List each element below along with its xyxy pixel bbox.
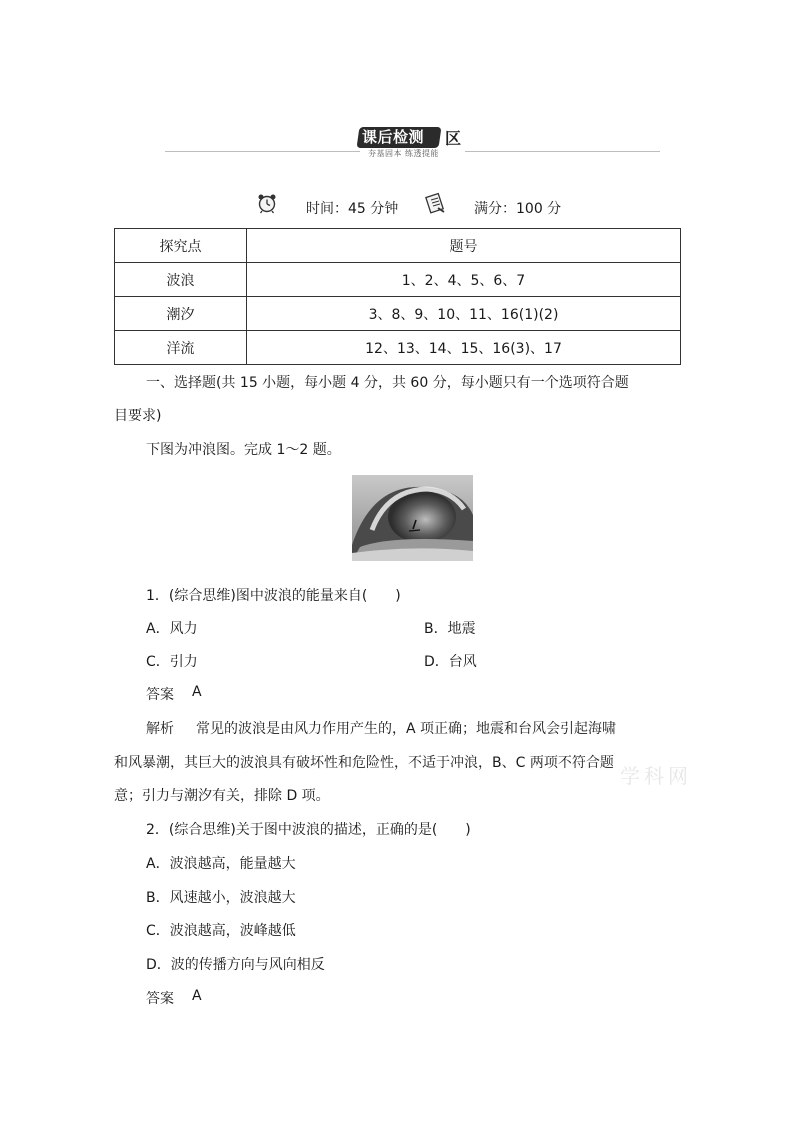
surfing-wave-photo <box>352 475 473 561</box>
q2-option-a: A．波浪越高，能量越大 <box>146 856 296 872</box>
q1-analysis-line: 常见的波浪是由风力作用产生的，A 项正确；地震和台风会引起海啸 <box>196 721 617 737</box>
q1-analysis-label: 解析 <box>146 721 174 737</box>
q2-stem: 2．(综合思维)关于图中波浪的描述，正确的是( ) <box>146 822 471 838</box>
table-header-cell: 探究点 <box>115 229 247 263</box>
table-cell: 洋流 <box>115 331 247 365</box>
q1-option-b: B．地震 <box>424 621 476 637</box>
q1-option-a: A．风力 <box>146 621 198 637</box>
q2-answer-label: 答案 <box>146 991 174 1007</box>
q1-analysis-line: 和风暴潮，其巨大的波浪具有破坏性和危险性，不适于冲浪，B、C 两项不符合题 <box>114 755 614 771</box>
table-header-row <box>115 229 681 263</box>
table-row <box>115 331 681 365</box>
table-header-cell: 题号 <box>247 229 681 263</box>
score-sheet-icon <box>424 192 446 214</box>
full-score: 满分：100 分 <box>474 201 562 217</box>
table-row <box>115 297 681 331</box>
q2-option-c: C．波浪越高，波峰越低 <box>146 923 296 939</box>
q1-option-d: D．台风 <box>424 654 477 670</box>
q1-stem: 1．(综合思维)图中波浪的能量来自( ) <box>146 588 401 604</box>
section-instruction: 一、选择题(共 15 小题，每小题 4 分，共 60 分，每小题只有一个选项符合题 <box>146 375 629 391</box>
header-subtitle: 夯基固本 练透提能 <box>368 149 440 158</box>
table-cell: 潮汐 <box>115 297 247 331</box>
alarm-clock-icon <box>256 192 278 214</box>
q2-option-b: B．风速越小，波浪越大 <box>146 890 296 906</box>
watermark: 学科网 <box>620 764 692 788</box>
q1-answer: A <box>192 684 202 700</box>
table-cell: 3、8、9、10、11、16(1)(2) <box>247 297 681 331</box>
header-rule-right <box>465 151 660 152</box>
q1-answer-label: 答案 <box>146 687 174 703</box>
table-cell: 12、13、14、15、16(3)、17 <box>247 331 681 365</box>
header-title: 课后检测 <box>362 128 425 146</box>
figure-intro: 下图为冲浪图。完成 1～2 题。 <box>146 442 341 458</box>
table-row <box>115 263 681 297</box>
header-rule-left <box>165 151 360 152</box>
header-suffix: 区 <box>445 129 462 148</box>
q2-option-d: D．波的传播方向与风向相反 <box>146 957 325 973</box>
table-cell: 1、2、4、5、6、7 <box>247 263 681 297</box>
time-limit: 时间：45 分钟 <box>306 201 399 217</box>
q2-answer: A <box>192 988 202 1004</box>
exploration-point-table <box>114 228 681 365</box>
q1-analysis-line: 意；引力与潮汐有关，排除 D 项。 <box>114 788 330 804</box>
q1-option-c: C．引力 <box>146 654 198 670</box>
section-instruction-cont: 目要求) <box>114 408 162 424</box>
table-cell: 波浪 <box>115 263 247 297</box>
